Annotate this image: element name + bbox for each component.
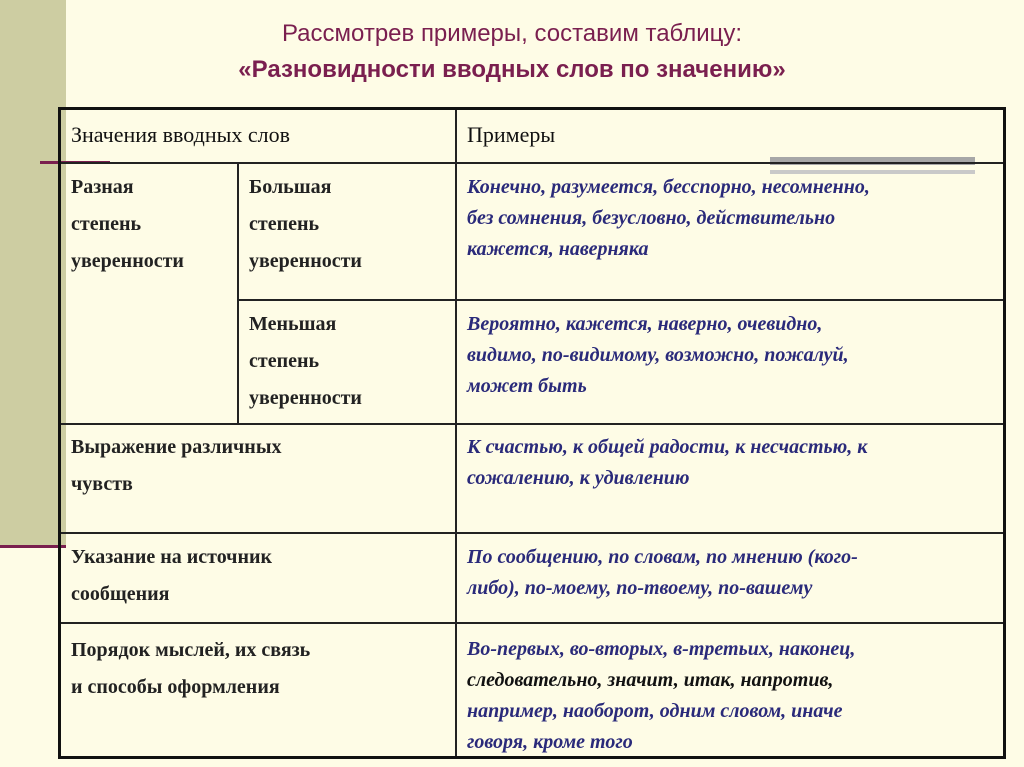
- row-divider-high: [237, 299, 1003, 301]
- examples-source: [467, 542, 997, 604]
- example-line: Вероятно, кажется, наверно, очевидно,: [467, 313, 823, 335]
- example-line: говоря, кроме того: [467, 731, 633, 753]
- label-source: [71, 539, 451, 613]
- label-line: Выражение различных: [71, 436, 282, 458]
- label-line: уверенности: [249, 387, 362, 409]
- label-line: степень: [249, 213, 320, 235]
- col-divider-sub: [237, 164, 239, 425]
- example-line: К счастью, к общей радости, к несчастью, к: [467, 436, 868, 458]
- example-line: кажется, наверняка: [467, 238, 649, 260]
- row-divider-source: [61, 622, 1003, 624]
- example-line: либо), по-моему, по-твоему, по-вашему: [467, 577, 813, 599]
- row-divider-header: [61, 162, 1003, 164]
- label-line: уверенности: [71, 250, 184, 272]
- label-high-certainty: [249, 169, 449, 280]
- row-divider-certainty: [61, 423, 1003, 425]
- examples-low-certainty: [467, 309, 997, 402]
- header-meanings: Значения вводных слов: [71, 122, 291, 147]
- col-divider-main: [455, 110, 457, 756]
- example-line: видимо, по-видимому, возможно, пожалуй,: [467, 344, 849, 366]
- label-line: степень: [71, 213, 142, 235]
- label-feelings: [71, 429, 451, 503]
- label-line: уверенности: [249, 250, 362, 272]
- example-line: Конечно, разумеется, бесспорно, несомненно,: [467, 176, 870, 198]
- examples-order: [467, 634, 997, 758]
- slide-title: «Разновидности вводных слов по значению»: [238, 56, 786, 83]
- label-low-certainty: [249, 306, 449, 417]
- row-divider-feelings: [61, 532, 1003, 534]
- example-line: может быть: [467, 375, 587, 397]
- label-line: сообщения: [71, 583, 170, 605]
- label-varied-certainty: [71, 169, 231, 280]
- label-order: [71, 632, 451, 706]
- example-line: Во-первых, во-вторых, в-третьих, наконец,: [467, 638, 856, 660]
- label-line: Большая: [249, 176, 332, 198]
- example-line: без сомнения, безусловно, действительно: [467, 207, 836, 229]
- label-line: степень: [249, 350, 320, 372]
- label-line: Порядок мыслей, их связь: [71, 639, 311, 661]
- header-examples: Примеры: [467, 122, 556, 147]
- label-line: Разная: [71, 176, 134, 198]
- slide-subtitle: Рассмотрев примеры, составим таблицу:: [281, 20, 743, 47]
- intro-words-table: [58, 107, 1006, 759]
- label-line: чувств: [71, 473, 133, 495]
- label-line: и способы оформления: [71, 676, 280, 698]
- example-line: сожалению, к удивлению: [467, 467, 690, 489]
- label-line: Меньшая: [249, 313, 337, 335]
- decor-line-bottom: [0, 545, 66, 548]
- examples-high-certainty: [467, 172, 997, 265]
- example-line: следовательно, значит, итак, напротив,: [467, 669, 834, 691]
- example-line: По сообщению, по словам, по мнению (кого-: [467, 546, 858, 568]
- label-line: Указание на источник: [71, 546, 273, 568]
- examples-feelings: [467, 432, 997, 494]
- example-line: например, наоборот, одним словом, иначе: [467, 700, 843, 722]
